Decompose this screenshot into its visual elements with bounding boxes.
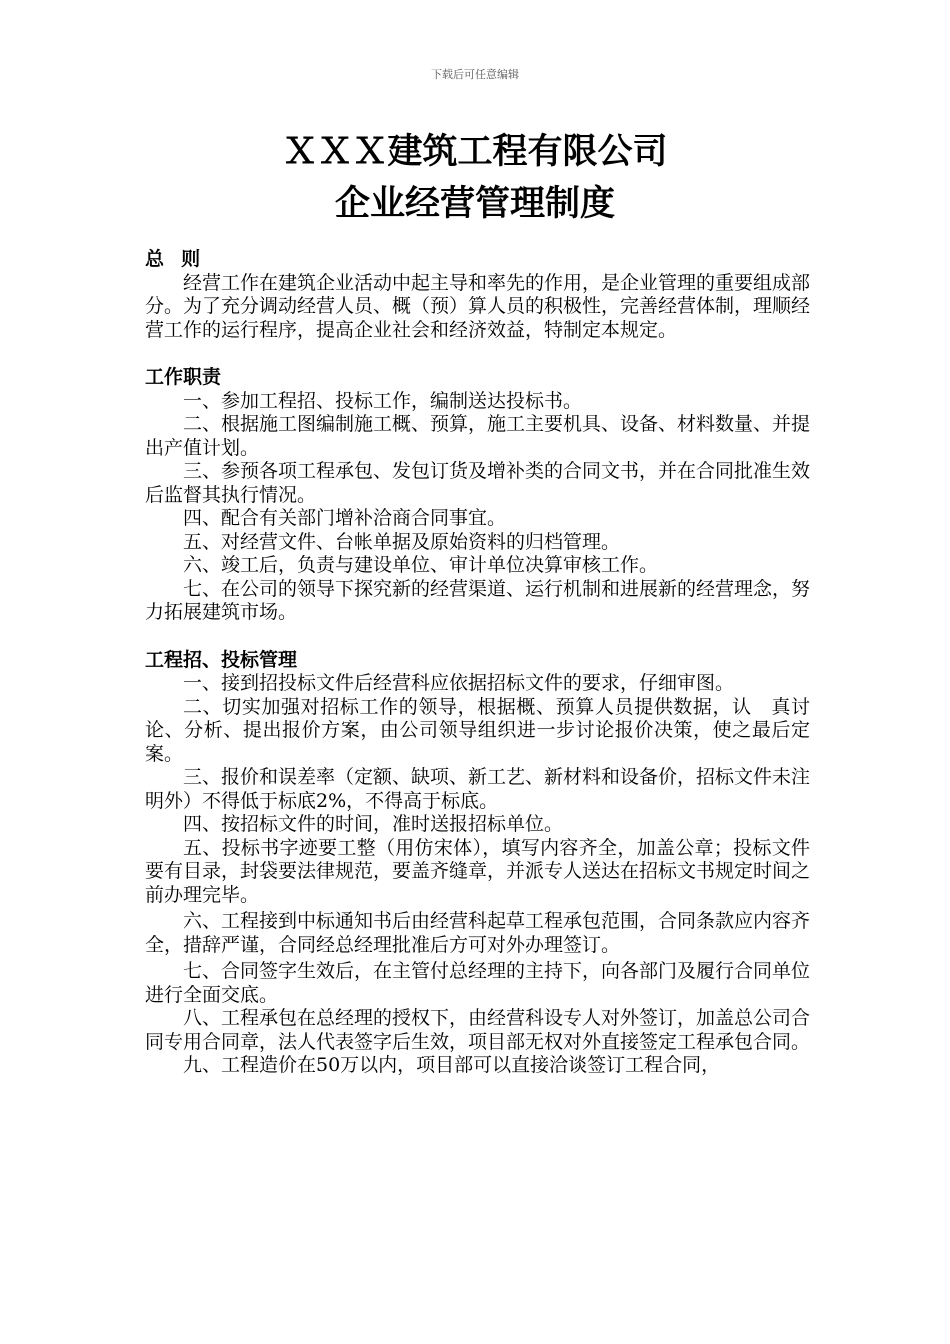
paragraph: 六、工程接到中标通知书后由经营科起草工程承包范围，合同条款应内容齐全，措辞严谨，合同经总经理批准后方可对外办理签订。 <box>145 910 811 956</box>
paragraph: 四、按招标文件的时间，准时送报招标单位。 <box>183 813 564 835</box>
paragraph: 一、参加工程招、投标工作，编制送达投标书。 <box>183 389 583 412</box>
title-line-company: ＸＸＸ建筑工程有限公司 <box>282 132 668 172</box>
paragraph: 五、投标书字迹要工整（用仿宋体），填写内容齐全，加盖公章；投标文件要有目录，封袋要法律规范，要盖齐缝章，并派专人送达在招标文书规定时间之前办理完毕。 <box>145 836 811 906</box>
section-heading: 工作职责 <box>145 366 222 388</box>
paragraph: 二、根据施工图编制施工概、预算，施工主要机具、设备、材料数量、并提出产值计划。 <box>145 413 811 459</box>
title-line-subject: 企业经营管理制度 <box>334 184 615 224</box>
paragraph: 一、接到招投标文件后经营科应依据招标文件的要求，仔细审图。 <box>183 672 735 694</box>
section-heading: 总则 <box>145 248 218 270</box>
document-body <box>145 248 810 1102</box>
document-title <box>0 126 950 230</box>
paragraph: 九、工程造价在50万以内，项目部可以直接洽谈签订工程合同， <box>183 1054 721 1076</box>
header-note: 下载后可任意编辑 <box>431 68 519 81</box>
section-duties <box>145 366 810 625</box>
paragraph: 五、对经营文件、台帐单据及原始资料的归档管理。 <box>183 530 621 553</box>
section-heading: 工程招、投标管理 <box>145 648 298 671</box>
paragraph: 四、配合有关部门增补洽商合同事宜。 <box>183 507 507 529</box>
paragraph: 三、参预各项工程承包、发包订货及增补类的合同文书，并在合同批准生效后监督其执行情况。 <box>145 460 811 506</box>
paragraph: 八、工程承包在总经理的授权下，由经营科设专人对外签订，加盖总公司合同专用合同章，法人代表签字后生效，项目部无权对外直接签定工程承包合同。 <box>145 1007 811 1053</box>
paragraph: 经营工作在建筑企业活动中起主导和率先的作用，是企业管理的重要组成部分。为了充分调动经营人员、概（预）算人员的积极性，完善经营体制，理顺经营工作的运行程序，提高企业社会和经济效益，特制定本规定。 <box>145 271 811 341</box>
paragraph: 二、切实加强对招标工作的领导，根据概、预算人员提供数据，认 真讨论、分析、提出报价方案，由公司领导组织进一步讨论报价决策，使之最后定案。 <box>145 695 810 765</box>
paragraph: 七、在公司的领导下探究新的经营渠道、运行机制和进展新的经营理念，努力拓展建筑市场。 <box>145 577 811 623</box>
section-bidding <box>145 649 810 1078</box>
paragraph: 七、合同签字生效后，在主管付总经理的主持下，向各部门及履行合同单位进行全面交底。 <box>145 960 811 1006</box>
section-general <box>145 248 810 342</box>
paragraph: 三、报价和误差率（定额、缺项、新工艺、新材料和设备价，招标文件未注明外）不得低于标底2%，不得高于标底。 <box>145 766 811 812</box>
paragraph: 六、竣工后，负责与建设单位、审计单位决算审核工作。 <box>183 554 659 576</box>
